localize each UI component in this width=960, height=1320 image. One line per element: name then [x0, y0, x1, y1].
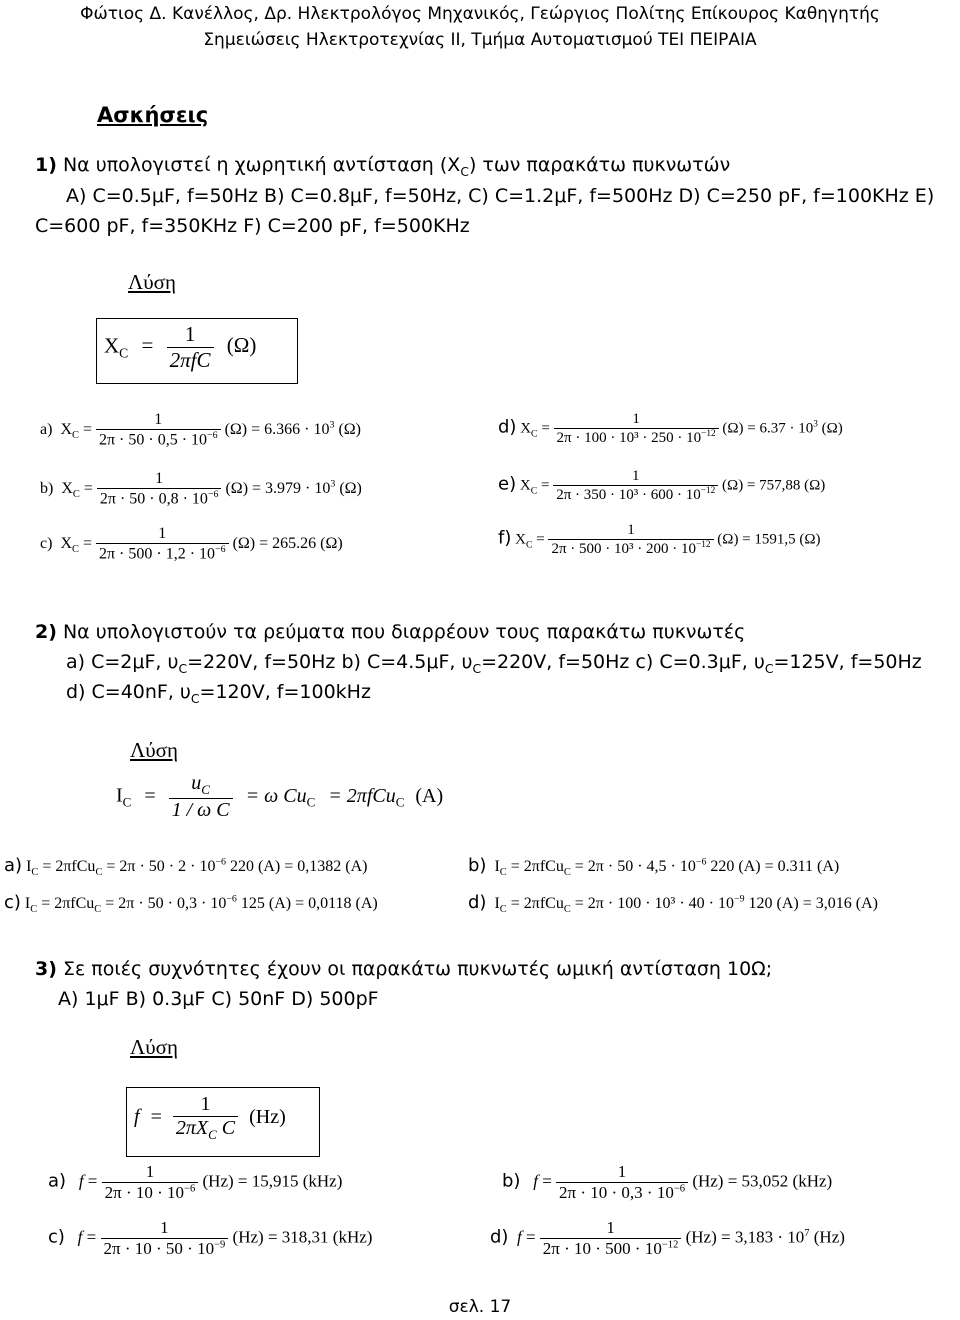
- ex1-line-3: C=600 pF, f=350KHz F) C=200 pF, f=500KHz: [35, 215, 470, 237]
- ex2-line-3: d) C=40nF, $\upsilon_C=120V$, f=100kHz: [66, 681, 371, 706]
- ex1-item-f: f) $X_C$ = $\frac{1}{2\pi \cdot 500 \cdot 10^3 \cdot 200 \cdot 10^{-12}}$ (Ω) = 1591,5 (Ω): [498, 522, 821, 557]
- ex2-item-a: a) $I_C = 2\pi fCu_C = 2\pi \cdot 50 \cdot 2 \cdot 10^{-6}$ 220 (A) = 0,1382 (A): [4, 855, 368, 879]
- ex1-solution-label: Λύση: [128, 270, 176, 294]
- ex1-formula: $X_C$ = $\frac{1}{\text{2πfC}}$ (Ω): [104, 322, 257, 372]
- ex2-formula: $I_C$ = $\frac{u_C}{\text{1 / ω C}}$ = ω $Cu_C = 2\pi fCu_C$ (A): [116, 772, 444, 821]
- ex1-item-e: e) $X_C$ = $\frac{1}{2\pi \cdot 350 \cdot 10^3 \cdot 600 \cdot 10^{-12}}$ (Ω) = 757,88 (Ω): [498, 468, 826, 503]
- ex1-statement: 1) Να υπολογιστεί η χωρητική αντίσταση $(X_C)$ των παρακάτω πυκνωτών: [35, 154, 731, 179]
- ex1-line-2: A) C=0.5μF, f=50Hz B) C=0.8μF, f=50Hz, C) C=1.2μF, f=500Hz D) C=250 pF, f=100KHz E): [66, 185, 935, 207]
- ex2-item-b: b) $I_C = 2\pi fCu_C = 2\pi \cdot 50 \cdot 4,5 \cdot 10^{-6}$ 220 (A) = 0.311 (A): [468, 855, 840, 879]
- ex1-item-d: d) $X_C$ = $\frac{1}{2\pi \cdot 100 \cdot 10^3 \cdot 250 \cdot 10^{-12}}$ $(\Omega) = 6.37 \cdot 10^3$ (Ω): [498, 411, 843, 446]
- ex2-number: 2): [35, 621, 57, 643]
- ex1-number: 1): [35, 154, 57, 176]
- header-line-1: Φώτιος Δ. Κανέλλος, Δρ. Ηλεκτρολόγος Μηχανικός, Γεώργιος Πολίτης Επίκουρος Καθηγητής: [80, 4, 880, 24]
- ex3-item-b: b) f = $\frac{1}{2\pi \cdot 10 \cdot 0,3 \cdot 10^{-6}}$ (Hz) = 53,052 (kHz): [502, 1162, 833, 1202]
- ex3-item-d: d) f = $\frac{1}{2\pi \cdot 10 \cdot 500 \cdot 10^{-12}}$ $(Hz) = 3,183 \cdot 10^7$ (Hz): [490, 1218, 845, 1258]
- header-line-2: Σημειώσεις Ηλεκτροτεχνίας ΙΙ, Τμήμα Αυτοματισμού ΤΕΙ ΠΕΙΡΑΙΑ: [203, 30, 757, 50]
- ex3-item-a: a) f = $\frac{1}{2\pi \cdot 10 \cdot 10^{-6}}$ (Hz) = 15,915 (kHz): [48, 1162, 343, 1202]
- ex1-item-a: a) $X_C$ = $\frac{1}{2\pi \cdot 50 \cdot 0,5 \cdot 10^{-6}}$ $(\Omega) = 6.366 \cdot 10^3$ (Ω): [40, 411, 361, 449]
- ex3-number: 3): [35, 958, 57, 980]
- ex1-item-c: c) $X_C$ = $\frac{1}{2\pi \cdot 500 \cdot 1,2 \cdot 10^{-6}}$ (Ω) = 265.26 (Ω): [40, 525, 343, 563]
- ex3-solution-label: Λύση: [130, 1035, 178, 1059]
- ex2-item-d: d) $I_C = 2\pi fCu_C = 2\pi \cdot 100 \cdot 10^3 \cdot 40 \cdot 10^{-9}$ 120 (A) = 3,016 (A): [468, 892, 878, 916]
- page-number: σελ. 17: [448, 1297, 512, 1317]
- ex3-formula: f = $\frac{1}{2\pi X_C C}$ (Hz): [134, 1093, 286, 1142]
- ex2-line-2: a) C=2μF, $\upsilon_C=220V$, f=50Hz b) C=4.5μF, $\upsilon_C=220V$, f=50Hz c) C=0.3μF, $\upsilon_C=125V$, f=50Hz: [66, 651, 922, 676]
- ex2-statement: 2) Να υπολογιστούν τα ρεύματα που διαρρέουν τους παρακάτω πυκνωτές: [35, 621, 746, 643]
- ex3-statement: 3) Σε ποιές συχνότητες έχουν οι παρακάτω πυκνωτές ωμική αντίσταση 10Ω;: [35, 958, 773, 980]
- section-title: Ασκήσεις: [97, 103, 209, 127]
- ex3-item-c: c) f = $\frac{1}{2\pi \cdot 10 \cdot 50 \cdot 10^{-9}}$ (Hz) = 318,31 (kHz): [48, 1218, 373, 1258]
- ex3-line-2: A) 1μF B) 0.3μF C) 50nF D) 500pF: [58, 988, 379, 1010]
- ex1-item-b: b) $X_C$ = $\frac{1}{2\pi \cdot 50 \cdot 0,8 \cdot 10^{-6}}$ $(\Omega) = 3.979 \cdot 10^3$ (Ω): [40, 470, 362, 508]
- ex2-item-c: c) $I_C = 2\pi fCu_C = 2\pi \cdot 50 \cdot 0,3 \cdot 10^{-6}$ 125 (A) = 0,0118 (A): [4, 892, 378, 916]
- ex2-solution-label: Λύση: [130, 738, 178, 762]
